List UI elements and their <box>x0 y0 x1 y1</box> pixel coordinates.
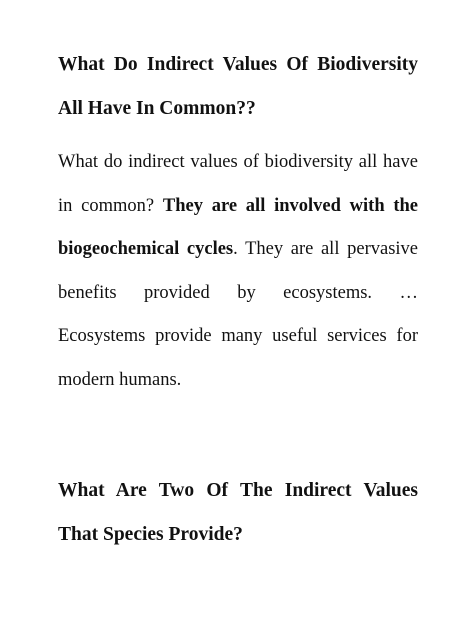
paragraph-lead-text: What do indirect values of biodiversity all have in common? <box>58 152 418 216</box>
section-paragraph-common <box>58 141 418 402</box>
section-heading-common: What Do Indirect Values Of Biodiversity All Have In Common?? <box>58 54 418 119</box>
section-heading-two-values: What Are Two Of The Indirect Values That Species Provide? <box>58 480 418 545</box>
paragraph-bold-answer: They are all involved with the biogeochemical cycles <box>58 195 419 259</box>
paragraph-rest-text: . They are all pervasive benefits provided by ecosystems. … Ecosystems provide many useful services for modern humans. <box>58 239 419 390</box>
